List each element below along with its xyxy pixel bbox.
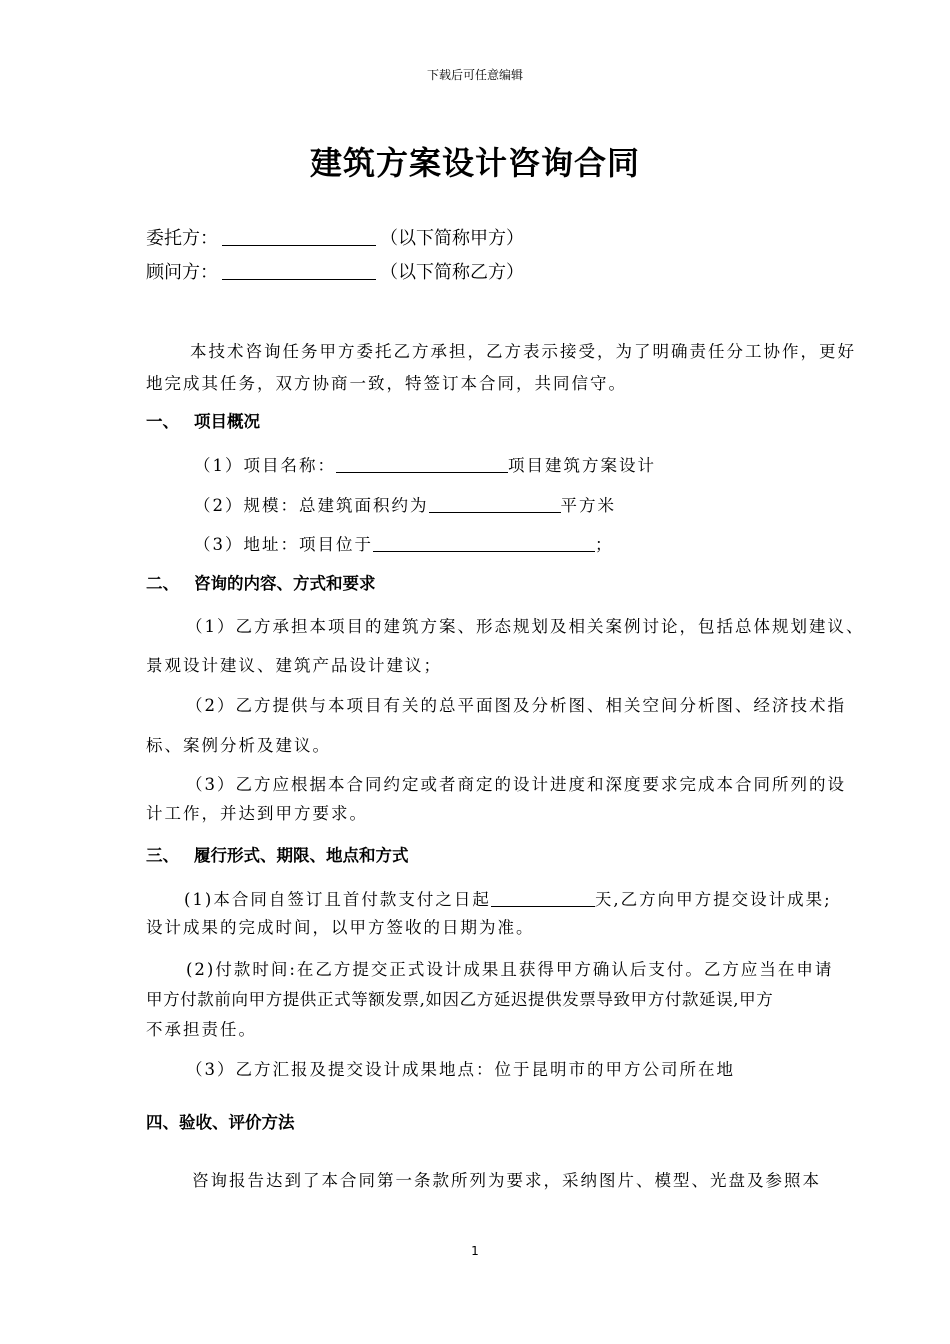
p1-prefix: (1)本合同自签订且首付款支付之日起 xyxy=(184,890,491,909)
section-2-title: 咨询的内容、方式和要求 xyxy=(194,574,376,593)
section-4-p1: 咨询报告达到了本合同第一条款所列为要求，采纳图片、模型、光盘及参照本 xyxy=(192,1171,821,1190)
section-2-p3-line-1: （3）乙方应根据本合同约定或者商定的设计进度和深度要求完成本合同所列的设 xyxy=(186,775,846,794)
item-3-suffix: ； xyxy=(595,535,614,554)
section-3-p2-line-2: 甲方付款前向甲方提供正式等额发票,如因乙方延迟提供发票导致甲方付款延误,甲方 xyxy=(146,990,774,1009)
section-3-title: 履行形式、期限、地点和方式 xyxy=(194,846,409,865)
project-name-blank xyxy=(336,457,508,473)
header-note: 下载后可任意编辑 xyxy=(426,68,523,82)
section-3-p2-line-1: (2)付款时间:在乙方提交正式设计成果且获得甲方确认后支付。乙方应当在申请 xyxy=(186,960,834,979)
section-1-heading xyxy=(146,408,260,432)
section-2-number: 二、 xyxy=(146,574,179,593)
item-1-suffix: 项目建筑方案设计 xyxy=(508,456,656,475)
item-2-suffix: 平方米 xyxy=(560,496,616,515)
p1-suffix: 天,乙方向甲方提交设计成果; xyxy=(594,890,832,909)
section-2-p1-line-2: 景观设计建议、建筑产品设计建议； xyxy=(146,656,442,675)
section-3-p3: （3）乙方汇报及提交设计成果地点：位于昆明市的甲方公司所在地 xyxy=(186,1060,735,1079)
section-3-p1-line-1 xyxy=(184,886,832,910)
consultant-suffix: （以下简称乙方） xyxy=(380,262,524,283)
consultant-label: 顾问方： xyxy=(146,262,218,283)
days-blank xyxy=(491,891,595,907)
client-label: 委托方： xyxy=(146,228,218,249)
client-name-blank xyxy=(222,229,376,246)
section-3-p2-line-3: 不承担责任。 xyxy=(146,1020,257,1039)
item-3-prefix: （3）地址：项目位于 xyxy=(194,535,373,554)
section-3-number: 三、 xyxy=(146,846,179,865)
section-1-title: 项目概况 xyxy=(194,412,260,431)
section-2-p2-line-2: 标、案例分析及建议。 xyxy=(146,736,331,755)
item-1-prefix: （1）项目名称： xyxy=(194,456,336,475)
section-4-heading: 四、验收、评价方法 xyxy=(146,1113,295,1132)
section-1-number: 一、 xyxy=(146,412,179,431)
section-1-item-2 xyxy=(194,492,616,516)
area-blank xyxy=(429,497,561,513)
section-2-p3-line-2: 计工作，并达到甲方要求。 xyxy=(146,804,368,823)
consultant-name-blank xyxy=(222,263,376,280)
document-title: 建筑方案设计咨询合同 xyxy=(309,144,640,182)
client-suffix: （以下简称甲方） xyxy=(380,228,524,249)
section-2-p1-line-1: （1）乙方承担本项目的建筑方案、形态规划及相关案例讨论，包括总体规划建议、 xyxy=(186,617,865,636)
section-3-p1-line-2: 设计成果的完成时间，以甲方签收的日期为准。 xyxy=(146,918,535,937)
section-3-heading xyxy=(146,842,409,866)
section-2-p2-line-1: （2）乙方提供与本项目有关的总平面图及分析图、相关空间分析图、经济技术指 xyxy=(186,696,846,715)
page-number: 1 xyxy=(471,1244,479,1258)
address-blank xyxy=(373,536,595,552)
section-2-heading xyxy=(146,570,376,594)
intro-line-1: 本技术咨询任务甲方委托乙方承担，乙方表示接受，为了明确责任分工协作，更好 xyxy=(190,342,856,361)
party-client xyxy=(146,224,524,250)
party-consultant xyxy=(146,258,524,284)
intro-line-2: 地完成其任务，双方协商一致，特签订本合同，共同信守。 xyxy=(146,374,627,393)
section-1-item-3 xyxy=(194,531,614,555)
item-2-prefix: （2）规模：总建筑面积约为 xyxy=(194,496,429,515)
section-1-item-1 xyxy=(194,452,656,476)
